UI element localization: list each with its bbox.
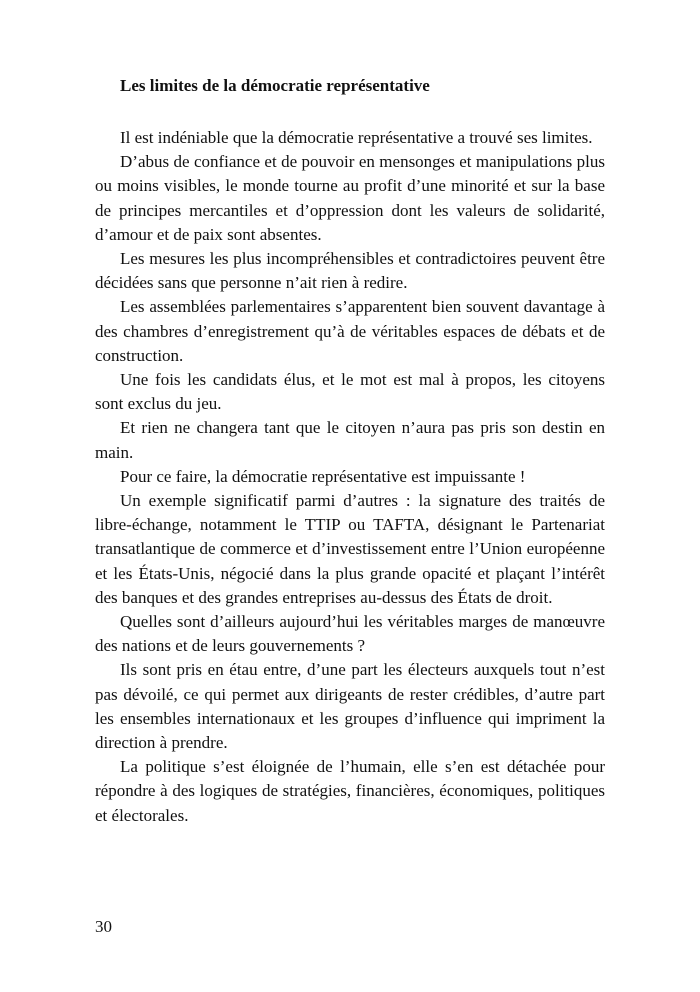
- page-body: [95, 74, 605, 828]
- paragraph: Les mesures les plus incompréhensibles et contradictoires peuvent être décidées sans que personne n’ait rien à redire.: [95, 249, 605, 293]
- paragraph: Pour ce faire, la démocratie représentative est impuissante !: [120, 466, 526, 486]
- paragraph: D’abus de confiance et de pouvoir en mensonges et manipulations plus ou moins visibles, le monde tourne au profit d’une minorité et sur la base de principes mercantiles et d’oppression dont les valeurs de solidarité, d’amour et de paix sont absentes.: [95, 152, 605, 244]
- paragraph: Une fois les candidats élus, et le mot est mal à propos, les citoyens sont exclus du jeu.: [95, 370, 605, 414]
- paragraph: Ils sont pris en étau entre, d’une part les électeurs auxquels tout n’est pas dévoilé, ce qui permet aux dirigeants de rester crédibles, d’autre part les ensembles internationaux et les groupes d’influence qui impriment la direction à prendre.: [95, 660, 605, 753]
- paragraph: Les assemblées parlementaires s’apparentent bien souvent davantage à des chambres d’enregistrement qu’à de véritables espaces de débats et de construction.: [95, 297, 605, 365]
- paragraph: Et rien ne changera tant que le citoyen n’aura pas pris son destin en main.: [95, 418, 605, 462]
- section-heading: Les limites de la démocratie représentative: [120, 76, 430, 95]
- paragraph: Quelles sont d’ailleurs aujourd’hui les véritables marges de manœuvre des nations et de leurs gouvernements ?: [95, 612, 605, 656]
- paragraph: Il est indéniable que la démocratie représentative a trouvé ses limites.: [120, 128, 593, 147]
- paragraph: Un exemple significatif parmi d’autres : la signature des traités de libre-échange, notamment le TTIP ou TAFTA, désignant le Partenariat transatlantique de commerce et d’investissement entre l’Union européenne et les États-Unis, négocié dans la plus grande opacité et plaçant l’intérêt des banques et des grandes entreprises au-dessus des États de droit.: [95, 491, 605, 607]
- page-number: 30: [95, 917, 112, 936]
- paragraph: La politique s’est éloignée de l’humain, elle s’en est détachée pour répondre à des logiques de stratégies, financières, économiques, politiques et électorales.: [95, 757, 605, 825]
